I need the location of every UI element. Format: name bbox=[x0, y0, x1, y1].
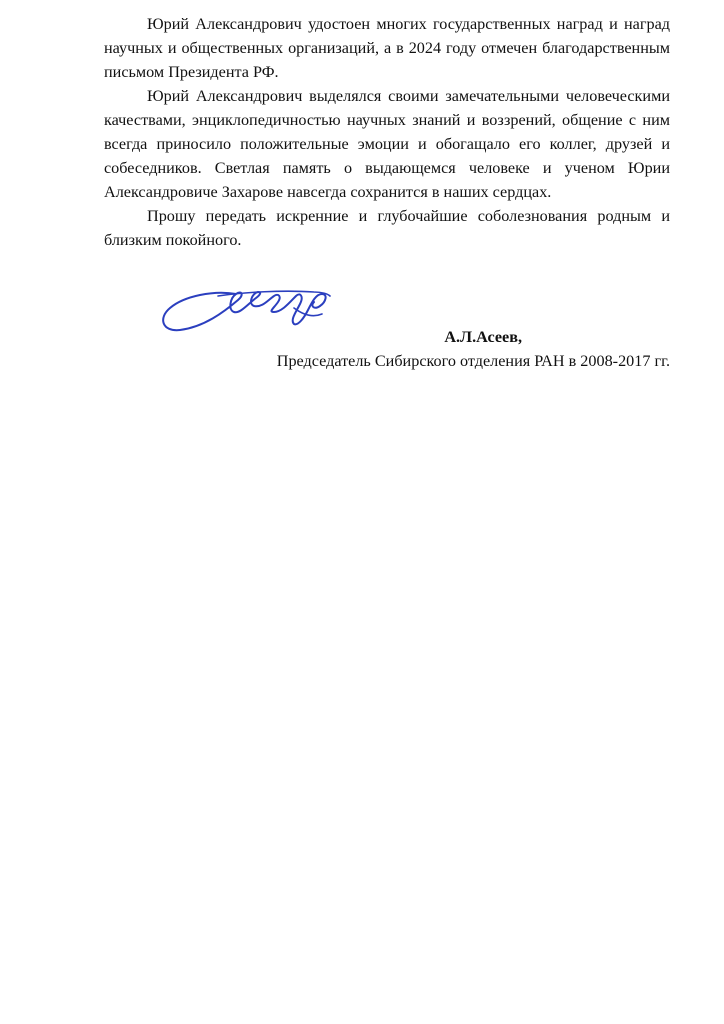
signer-title: Председатель Сибирского отделения РАН в 2008-2017 гг. bbox=[276, 352, 670, 370]
letter-page bbox=[104, 12, 670, 370]
paragraph-awards: Юрий Александрович удостоен многих государственных наград и наград научных и общественных организаций, а в 2024 году отмечен благодарственным письмом Президента РФ. bbox=[104, 15, 670, 81]
signature-block bbox=[104, 232, 670, 382]
paragraph-qualities: Юрий Александрович выделялся своими замечательными человеческими качествами, энциклопедичностью научных знаний и воззрений, общение с ним всегда приносило положительные эмоции и обогащало его коллег, друзей и собеседников. Светлая память о выдающемся человеке и ученом Юрии Александровиче Захарове навсегда сохранится в наших сердцах. bbox=[104, 87, 670, 201]
signer-name: А.Л.Асеев, bbox=[444, 328, 522, 346]
paragraph-condolences: Прошу передать искренние и глубочайшие соболезнования родным и близким покойного. bbox=[104, 207, 670, 249]
handwritten-signature-icon bbox=[144, 252, 364, 352]
